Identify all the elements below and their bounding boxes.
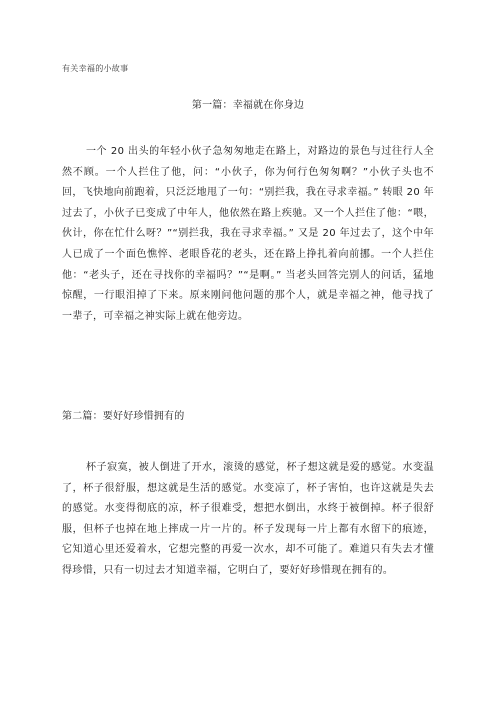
chapter-2-title: 第二篇：要好好珍惜拥有的	[62, 411, 185, 422]
chapter-2-body: 杯子寂寞，被人倒进了开水，滚烫的感觉，杯子想这就是爱的感觉。水变温了，杯子很舒服，想这就是生活的感觉。水变凉了，杯子害怕，也许这就是失去的感觉。水变得彻底的凉，杯子很难受，想把水倒出，水终于被倒掉。杯子很舒服，但杯子也掉在地上摔成一片一片的。杯子发现每一片上都有水留下的痕迹，它知道心里还爱着水，它想完整的再爱一次水，却不可能了。难道只有失去才懂得珍惜，只有一切过去才知道幸福，它明白了，要好好珍惜现在拥有的。	[62, 462, 434, 576]
document-header: 有关幸福的小故事	[62, 64, 129, 73]
chapter-1-body: 一个 20 出头的年轻小伙子急匆匆地走在路上，对路边的景色与过往行人全然不顾。一个人拦住了他，问：“小伙子，你为何行色匆匆啊？”小伙子头也不回，飞快地向前跑着，只泛泛地甩了一句：“别拦我，我在寻求幸福。” 转眼 20 年过去了，小伙子已变成了中年人，他依然在路上疾驰。又一个人拦住了他：“喂，伙计，你在忙什么呀？”“别拦我，我在寻求幸福。” 又是 20 年过去了，这个中年人已成了一个面色憔悴、老眼昏花的老头，还在路上挣扎着向前挪。一个人拦住他：“老头子，还在寻找你的幸福吗？”“是啊。” 当老头回答完别人的问话，猛地惊醒，一行眼泪掉了下来。原来刚问他问题的那个人，就是幸福之神，他寻找了一辈子，可幸福之神实际上就在他旁边。	[62, 146, 434, 322]
chapter-1-title: 第一篇：幸福就在你身边	[191, 100, 305, 111]
